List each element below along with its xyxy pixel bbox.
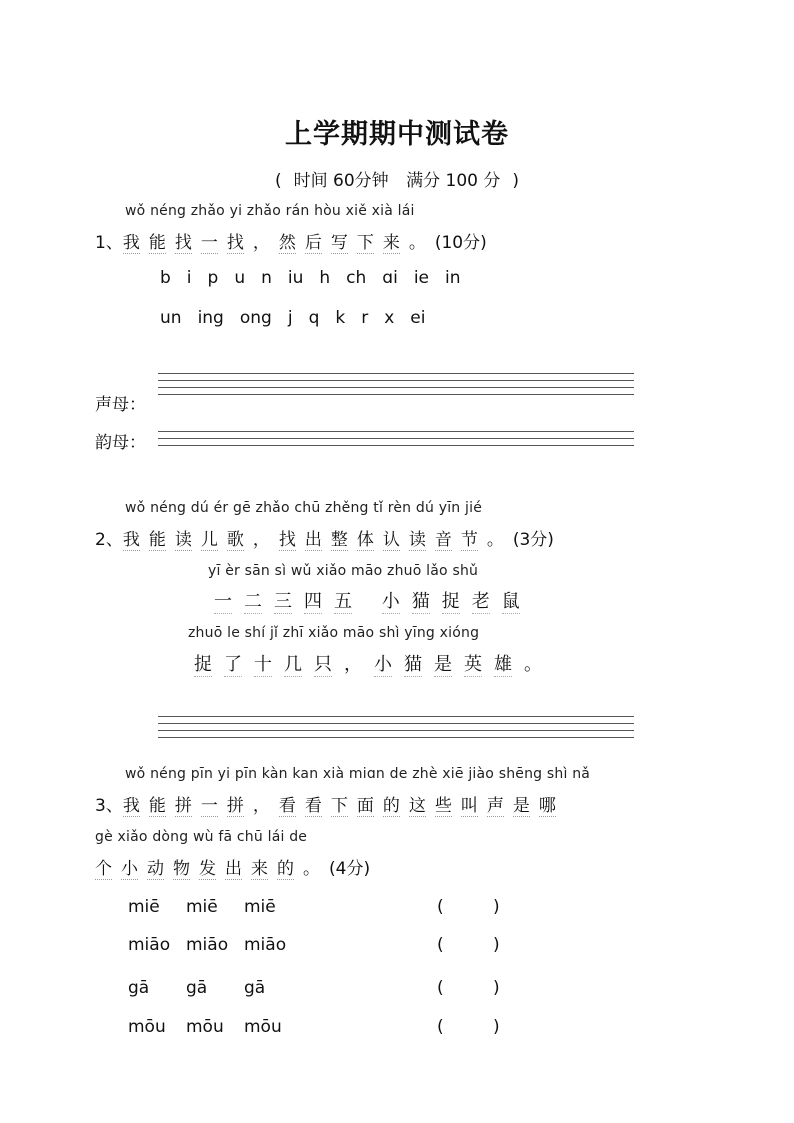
q2-score: (3分) [512, 530, 554, 550]
q1-score: (10分) [434, 233, 487, 253]
q3-char: 拼 [227, 791, 244, 817]
pinyin-letter: x [384, 308, 395, 328]
q2-char: 整 [331, 525, 348, 551]
q3-char: 个 [95, 854, 112, 880]
song-line2 [188, 650, 548, 677]
q3-char: 一 [201, 791, 218, 817]
shengmu-label: 声母： [95, 395, 146, 415]
song-char: 小 [382, 587, 400, 614]
pinyin-letter: ie [413, 268, 429, 288]
song-char: 了 [224, 650, 242, 677]
animal-sound: mōu [128, 1017, 166, 1037]
pinyin-letter: b [160, 268, 171, 288]
page-subtitle [0, 166, 794, 191]
pinyin-letter: k [335, 308, 346, 328]
q1-pinyin: wǒ néng zhǎo yi zhǎo rán hòu xiě xià lái [125, 203, 415, 219]
q2-char: 歌 [227, 525, 244, 551]
q3-char: 我 [123, 791, 140, 817]
answer-paren-open: ( [437, 935, 444, 955]
q2-char: 认 [383, 525, 400, 551]
answer-paren-open: ( [437, 1017, 444, 1037]
animal-sound-row [128, 978, 302, 998]
animal-sound-row [128, 1017, 302, 1037]
q1-question [95, 228, 487, 254]
pinyin-letter: ɑi [382, 268, 398, 288]
q1-char: 我 [123, 228, 140, 254]
pinyin-letter: p [207, 268, 219, 288]
subtitle-score: 满分 100 分 [406, 171, 501, 191]
q3-question-line1 [95, 791, 565, 817]
q1-letters-row1 [160, 268, 477, 288]
q3-char: 叫 [461, 791, 478, 817]
q3-pinyin-line1: wǒ néng pīn yi pīn kàn kan xià miɑn de zhè xiē jiào shēng shì nǎ [125, 766, 591, 782]
animal-sound: mōu [244, 1017, 282, 1037]
answer-paren-close: ) [493, 935, 500, 955]
song-char: 十 [254, 650, 272, 677]
animal-sound-row [128, 935, 302, 955]
q1-char: 。 [408, 233, 426, 253]
song-char: 三 [274, 587, 292, 614]
q2-char: 出 [305, 525, 322, 551]
animal-sound: miāo [128, 935, 171, 955]
q1-char: 来 [383, 228, 400, 254]
subtitle-time: 时间 60分钟 [293, 171, 389, 191]
song-char: 只 [314, 650, 332, 677]
q1-char: 找 [175, 228, 192, 254]
q2-char: 体 [357, 525, 374, 551]
q1-char: 然 [279, 228, 296, 254]
answer-paren-close: ) [493, 978, 500, 998]
song-line1-pinyin: yī èr sān sì wǔ xiǎo māo zhuō lǎo shǔ [208, 563, 479, 579]
q1-char: 能 [149, 228, 166, 254]
animal-sound: gā [186, 978, 208, 998]
song-char: 猫 [404, 650, 422, 677]
animal-sound: mōu [186, 1017, 224, 1037]
song-char: 猫 [412, 587, 430, 614]
q1-number: 1、 [95, 233, 123, 253]
pinyin-letter: iu [287, 268, 304, 288]
q3-char: 动 [147, 854, 164, 880]
q2-char: 音 [435, 525, 452, 551]
q2-char: 。 [486, 530, 504, 550]
song-char: 鼠 [502, 587, 520, 614]
q2-char: 找 [279, 525, 296, 551]
q3-char: 的 [383, 791, 400, 817]
animal-sound: miē [244, 897, 276, 917]
q3-char: 些 [435, 791, 452, 817]
pinyin-letter: in [445, 268, 461, 288]
answer-paren-open: ( [437, 897, 444, 917]
pinyin-letter: ch [346, 268, 367, 288]
q3-char: 这 [409, 791, 426, 817]
q1-char: ， [252, 233, 270, 253]
q1-char: 下 [357, 228, 374, 254]
q1-char: 后 [305, 228, 322, 254]
animal-sound: miē [186, 897, 218, 917]
q3-char: 出 [225, 854, 242, 880]
answer-blank[interactable] [448, 897, 492, 919]
pinyin-letter: r [361, 308, 369, 328]
q3-char: 声 [487, 791, 504, 817]
song-char: ， [344, 654, 362, 675]
page-title: 上学期期中测试卷 [285, 119, 509, 150]
song-char: 二 [244, 587, 262, 614]
song-char: 捉 [442, 587, 460, 614]
q1-chars [123, 233, 435, 253]
song-char: 是 [434, 650, 452, 677]
q3-char: 看 [305, 791, 322, 817]
q3-char: 物 [173, 854, 190, 880]
shengmu-writing-lines[interactable] [158, 373, 634, 401]
pinyin-letter: h [319, 268, 331, 288]
q3-char: 拼 [175, 791, 192, 817]
pinyin-letter: q [308, 308, 320, 328]
answer-paren-open: ( [437, 978, 444, 998]
q3-score: (4分) [329, 859, 371, 879]
song-line1 [208, 587, 526, 614]
song-char: 老 [472, 587, 490, 614]
pinyin-letter: i [186, 268, 192, 288]
answer-paren-close: ) [493, 897, 500, 917]
song-char: 四 [304, 587, 322, 614]
q2-chars [123, 530, 513, 550]
q3-char: 。 [303, 859, 320, 879]
subtitle-open: ( [275, 171, 282, 191]
yunmu-label: 韵母： [95, 433, 146, 453]
q1-letters-row2 [160, 308, 441, 328]
q3-char: 看 [279, 791, 296, 817]
q3-char: 下 [331, 791, 348, 817]
song-line2-pinyin: zhuō le shí jǐ zhī xiǎo māo shì yīng xióng [188, 625, 480, 641]
answer-paren-close: ) [493, 1017, 500, 1037]
q3-number: 3、 [95, 796, 123, 816]
q3-char: 是 [513, 791, 530, 817]
answer-blank[interactable] [448, 935, 492, 957]
q2-char: ， [252, 530, 270, 550]
song-char: 几 [284, 650, 302, 677]
q2-char: 能 [149, 525, 166, 551]
q3-char: 哪 [539, 791, 556, 817]
yunmu-writing-lines[interactable] [158, 431, 634, 452]
q2-question [95, 525, 554, 551]
q2-writing-lines[interactable] [158, 716, 634, 744]
pinyin-letter: ing [197, 308, 224, 328]
song-char: 。 [524, 654, 542, 675]
animal-sound: gā [244, 978, 266, 998]
q3-chars2 [95, 859, 329, 879]
pinyin-letter: un [160, 308, 182, 328]
q2-number: 2、 [95, 530, 123, 550]
animal-sound: gā [128, 978, 150, 998]
q2-pinyin: wǒ néng dú ér gē zhǎo chū zhěng tǐ rèn dú yīn jié [125, 500, 483, 516]
animal-sound: miāo [244, 935, 287, 955]
song-char: 五 [334, 587, 352, 614]
song-char: 小 [374, 650, 392, 677]
q1-char: 一 [201, 228, 218, 254]
q1-char: 找 [227, 228, 244, 254]
q2-char: 我 [123, 525, 140, 551]
q2-char: 读 [409, 525, 426, 551]
animal-sound-row [128, 897, 302, 917]
animal-sound: miāo [186, 935, 229, 955]
q3-char: 来 [251, 854, 268, 880]
answer-blank[interactable] [448, 1017, 492, 1039]
animal-sound: miē [128, 897, 160, 917]
subtitle-close: ) [512, 171, 519, 191]
pinyin-letter: ong [239, 308, 272, 328]
q3-char: 的 [277, 854, 294, 880]
song-char: 捉 [194, 650, 212, 677]
q2-char: 儿 [201, 525, 218, 551]
q3-char: 小 [121, 854, 138, 880]
answer-blank[interactable] [448, 978, 492, 1000]
pinyin-letter: j [287, 308, 293, 328]
song-char: 英 [464, 650, 482, 677]
song-char [364, 591, 370, 612]
q3-char: 面 [357, 791, 374, 817]
pinyin-letter: n [261, 268, 272, 288]
q2-char: 读 [175, 525, 192, 551]
pinyin-letter: u [234, 268, 246, 288]
q1-char: 写 [331, 228, 348, 254]
pinyin-letter: ei [410, 308, 426, 328]
q3-char: ， [252, 796, 270, 816]
q3-chars1 [123, 796, 565, 816]
q3-char: 能 [149, 791, 166, 817]
q3-question-line2 [95, 854, 370, 880]
song-char: 一 [214, 587, 232, 614]
q3-pinyin-line2: gè xiǎo dòng wù fā chū lái de [95, 829, 308, 845]
q3-char: 发 [199, 854, 216, 880]
song-char: 雄 [494, 650, 512, 677]
q2-char: 节 [461, 525, 478, 551]
